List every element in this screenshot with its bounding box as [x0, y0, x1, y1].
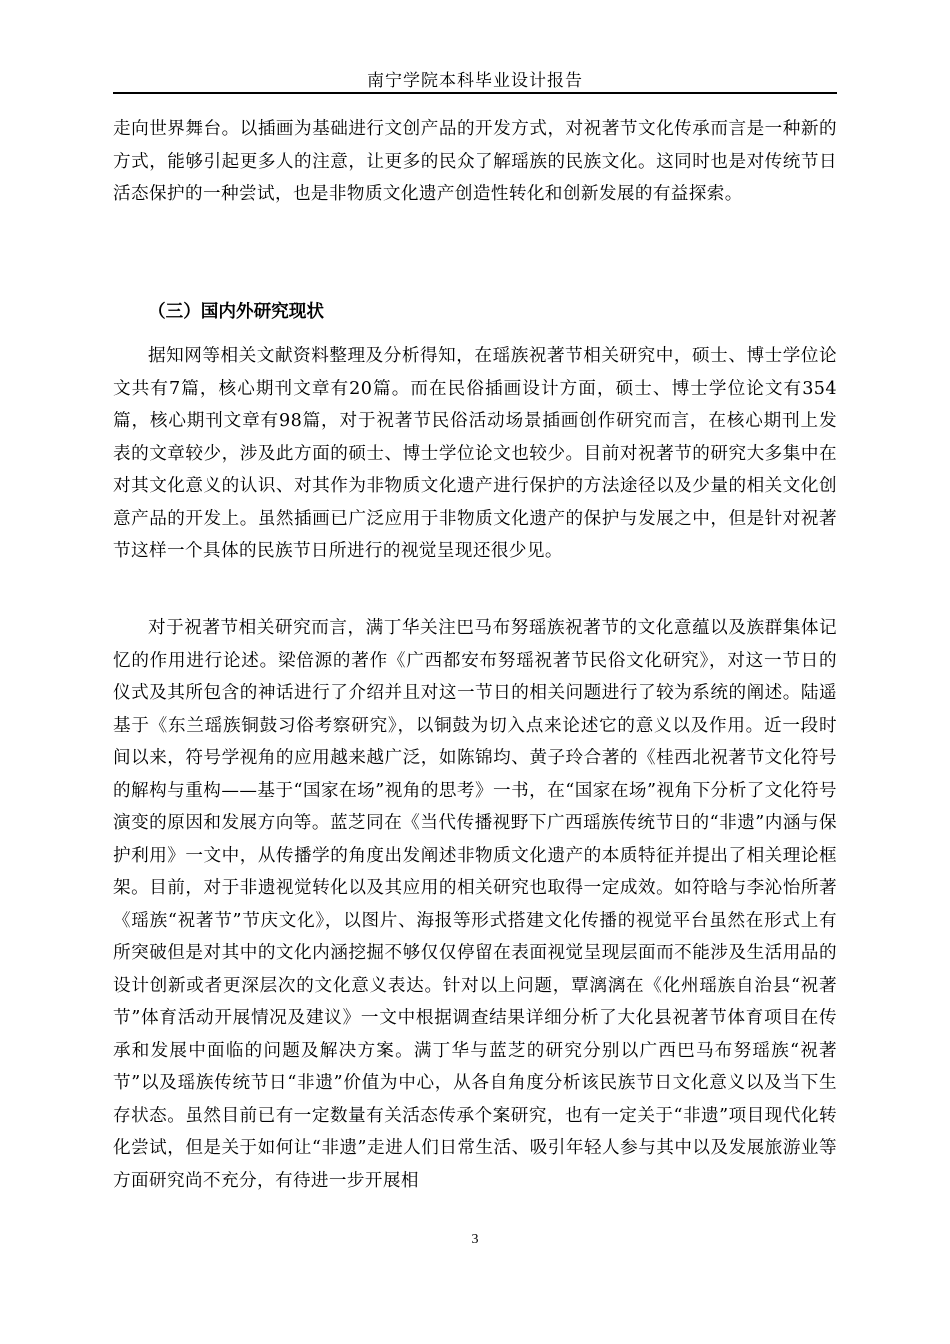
paragraph-intro-end: 走向世界舞台。以插画为基础进行文创产品的开发方式，对祝著节文化传承而言是一种新的方式，能够引起更多人的注意，让更多的民众了解瑶族的民族文化。这同时也是对传统节日活态保护的一种尝试，也是非物质文化遗产创造性转化和创新发展的有益探索。: [113, 119, 837, 204]
paragraph-research-2: 对于祝著节相关研究而言，满丁华关注巴马布努瑶族祝著节的文化意蕴以及族群集体记忆的作用进行论述。梁倍源的著作《广西都安布努瑶祝著节民俗文化研究》，对这一节日的仪式及其所包含的神话进行了介绍并且对这一节日的相关问题进行了较为系统的阐述。陆遥基于《东兰瑶族铜鼓习俗考察研究》，以铜鼓为切入点来论述它的意义以及作用。近一段时间以来，符号学视角的应用越来越广泛，如陈锦均、黄子玲合著的《桂西北祝著节文化符号的解构与重构——基于“国家在场”视角的思考》一书，在“国家在场”视角下分析了文化符号演变的原因和发展方向等。蓝芝同在《当代传播视野下广西瑶族传统节日的“非遗”内涵与保护利用》一文中，从传播学的角度出发阐述非物质文化遗产的本质特征并提出了相关理论框架。目前，对于非遗视觉转化以及其应用的相关研究也取得一定成效。如符晗与李沁怡所著《瑶族“祝著节”节庆文化》，以图片、海报等形式搭建文化传播的视觉平台虽然在形式上有所突破但是对其中的文化内涵挖掘不够仅仅停留在表面视觉呈现层面而不能涉及生活用品的设计创新或者更深层次的文化意义表达。针对以上问题，覃漓漓在《化州瑶族自治县“祝著节”体育活动开展情况及建议》一文中根据调查结果详细分析了大化县祝著节体育项目在传承和发展中面临的问题及解决方案。满丁华与蓝芝的研究分别以广西巴马布努瑶族“祝著节”以及瑶族传统节日“非遗”价值为中心，从各自角度分析该民族节日文化意义以及当下生存状态。虽然目前已有一定数量有关活态传承个案研究，也有一定关于“非遗”项目现代化转化尝试，但是关于如何让“非遗”走进人们日常生活、吸引年轻人参与其中以及发展旅游业等方面研究尚不充分，有待进一步开展相: [113, 618, 837, 1191]
page-header-title: 南宁学院本科毕业设计报告: [367, 71, 583, 91]
paragraph-research-1: 据知网等相关文献资料整理及分析得知，在瑶族祝著节相关研究中，硕士、博士学位论文共有7篇，核心期刊文章有20篇。而在民俗插画设计方面，硕士、博士学位论文有354篇，核心期刊文章有98篇，对于祝著节民俗活动场景插画创作研究而言，在核心期刊上发表的文章较少，涉及此方面的硕士、博士学位论文也较少。目前对祝著节的研究大多集中在对其文化意义的认识、对其作为非物质文化遗产进行保护的方法途径以及少量的相关文化创意产品的开发上。虽然插画已广泛应用于非物质文化遗产的保护与发展之中，但是针对祝著节这样一个具体的民族节日所进行的视觉呈现还很少见。: [113, 346, 837, 561]
header-divider: [113, 92, 837, 94]
section-heading: （三）国内外研究现状: [148, 302, 324, 322]
page-number: 3: [471, 1232, 479, 1247]
